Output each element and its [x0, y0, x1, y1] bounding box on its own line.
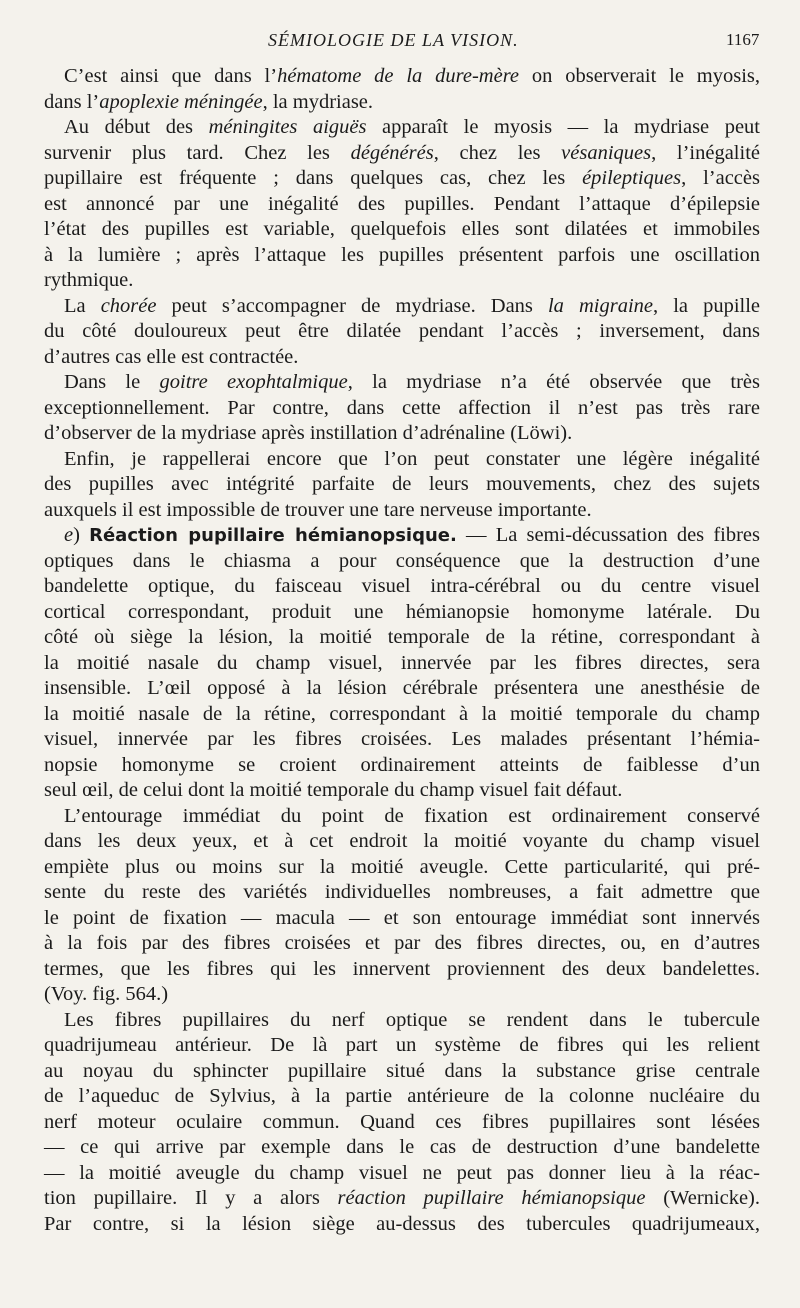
text-line — [44, 319, 760, 345]
text-line — [44, 1186, 760, 1212]
text-line — [44, 115, 760, 141]
text-segment: d’observer de la mydriase après instillation d’adrénaline (Löwi). — [44, 422, 573, 444]
text-line — [44, 294, 760, 320]
text-line — [44, 651, 760, 677]
text-segment: — La semi-décussation des fibres — [456, 524, 761, 546]
text-segment: le point de fixation — macula — et son entourage immédiat sont innervés — [44, 906, 760, 929]
text-line — [44, 141, 760, 167]
text-segment: optiques dans le chiasma a pour conséquence que la destruction d’une — [44, 549, 760, 572]
text-segment: Enfin, je rappellerai encore que l’on peut constater une légère inégalité — [64, 447, 760, 470]
text-line — [44, 1110, 760, 1136]
text-line — [44, 1033, 760, 1059]
text-line — [44, 1161, 760, 1187]
text-segment: à la lumière ; après l’attaque les pupilles présentent parfois une oscillation — [44, 243, 760, 266]
text-segment: côté où siège la lésion, la moitié temporale de la rétine, correspondant à — [44, 626, 760, 648]
italic-text: dégénérés — [350, 141, 434, 164]
text-segment: on observerait le myosis, — [519, 65, 760, 87]
text-segment: survenir plus tard. Chez les — [44, 141, 351, 164]
text-segment: dans les deux yeux, et à cet endroit la moitié voyante du champ visuel — [44, 830, 760, 852]
text-segment: L’entourage immédiat du point de fixation est ordinairement conservé — [64, 804, 760, 827]
text-segment: quadrijumeau antérieur. De là part un système de fibres qui les relient — [44, 1034, 760, 1056]
text-segment: empiète plus ou moins sur la moitié aveugle. Cette particularité, qui pré- — [44, 855, 760, 878]
text-segment: , la mydriase n’a été observée que très — [347, 371, 760, 393]
text-line — [44, 804, 760, 830]
text-line — [44, 1135, 760, 1161]
italic-text: goitre exophtalmique — [159, 371, 348, 393]
italic-text: apoplexie méningée — [99, 90, 263, 113]
text-line — [44, 778, 760, 804]
text-segment: , la mydriase. — [262, 90, 374, 113]
text-segment: la moitié nasale du champ visuel, innervée par les fibres directes, sera — [44, 651, 760, 674]
text-segment: C’est ainsi que dans l’ — [64, 65, 278, 87]
text-segment: bandelette optique, du faisceau visuel intra-cérébral ou du centre visuel — [44, 575, 760, 597]
text-line — [44, 523, 760, 549]
italic-text: épileptiques — [582, 167, 682, 189]
text-line — [44, 217, 760, 243]
italic-text: la migraine — [547, 294, 654, 317]
text-line — [44, 676, 760, 702]
text-line — [44, 345, 760, 371]
text-segment: nerf moteur oculaire commun. Quand ces fibres pupillaires sont lésées — [44, 1110, 760, 1133]
text-segment: nopsie homonyme se croient ordinairement atteints de faiblesse d’un — [44, 753, 760, 776]
text-segment: la moitié nasale de la rétine, correspondant à la moitié temporale du champ — [44, 702, 760, 725]
running-title: SÉMIOLOGIE DE LA VISION. — [268, 30, 519, 50]
text-line — [44, 727, 760, 753]
text-segment: rythmique. — [44, 269, 134, 291]
text-segment: — la moitié aveugle du champ visuel ne peut pas donner lieu à la réac- — [44, 1161, 760, 1184]
text-line — [44, 549, 760, 575]
italic-text: réaction pupillaire hémianopsique — [337, 1187, 646, 1209]
text-line — [44, 931, 760, 957]
text-segment: La — [64, 294, 101, 317]
text-segment: du côté douloureux peut être dilatée pendant l’accès ; inversement, dans — [44, 320, 760, 342]
text-line — [44, 600, 760, 626]
text-line — [44, 421, 760, 447]
text-line — [44, 64, 760, 90]
text-segment: termes, que les fibres qui les innervent proviennent des deux bandelettes. — [44, 957, 760, 980]
text-segment: pupillaire est fréquente ; dans quelques cas, chez les — [44, 167, 583, 189]
text-segment: cortical correspondant, produit une hémianopsie homonyme latérale. Du — [44, 600, 760, 623]
text-segment: , la pupille — [653, 294, 760, 317]
text-line — [44, 753, 760, 779]
text-segment: Au début des — [64, 116, 209, 138]
italic-text: e — [64, 524, 74, 546]
text-segment: (Wernicke). — [645, 1187, 760, 1209]
text-line — [44, 498, 760, 524]
text-segment: peut s’accompagner de mydriase. Dans — [156, 294, 548, 317]
text-line — [44, 880, 760, 906]
text-segment: dans l’ — [44, 90, 100, 113]
text-segment: de l’aqueduc de Sylvius, à la partie antérieure de la colonne nucléaire du — [44, 1085, 760, 1107]
text-line — [44, 625, 760, 651]
text-line — [44, 1008, 760, 1034]
text-line — [44, 472, 760, 498]
text-segment: seul œil, de celui dont la moitié temporale du champ visuel fait défaut. — [44, 779, 623, 801]
section-heading: Réaction pupillaire hémianopsique. — [89, 525, 457, 546]
text-line — [44, 906, 760, 932]
text-segment: , l’accès — [681, 167, 760, 189]
text-segment: à la fois par des fibres croisées et par des fibres directes, ou, en d’autres — [44, 932, 760, 954]
text-segment: exceptionnellement. Par contre, dans cette affection il n’est pas très rare — [44, 396, 760, 419]
text-segment: Les fibres pupillaires du nerf optique se rendent dans le tubercule — [64, 1008, 760, 1031]
text-line — [44, 829, 760, 855]
text-line — [44, 702, 760, 728]
text-segment: sente du reste des variétés individuelles nombreuses, a fait admettre que — [44, 881, 760, 903]
text-segment: visuel, innervée par les fibres croisées. Les malades présentant l’hémia- — [44, 728, 760, 750]
text-line — [44, 957, 760, 983]
text-segment: , l’inégalité — [651, 141, 760, 164]
text-segment: apparaît le myosis — la mydriase peut — [366, 116, 761, 138]
running-head — [0, 30, 800, 54]
text-segment: , chez les — [433, 141, 562, 164]
text-segment: l’état des pupilles est variable, quelquefois elles sont dilatées et immobiles — [44, 218, 760, 240]
text-segment: insensible. L’œil opposé à la lésion cérébrale présentera une anesthésie de — [44, 677, 760, 699]
text-segment: (Voy. fig. 564.) — [44, 983, 169, 1005]
text-segment: d’autres cas elle est contractée. — [44, 345, 299, 368]
text-line — [44, 982, 760, 1008]
text-line — [44, 396, 760, 422]
text-segment: — ce qui arrive par exemple dans le cas de destruction d’une bandelette — [44, 1136, 760, 1158]
page-number: 1167 — [726, 30, 760, 49]
text-segment: des pupilles avec intégrité parfaite de leurs mouvements, chez des sujets — [44, 473, 760, 495]
text-line — [44, 447, 760, 473]
text-line — [44, 268, 760, 294]
text-segment: est annoncé par une inégalité des pupilles. Pendant l’attaque d’épilepsie — [44, 192, 760, 215]
text-segment: ) — [73, 524, 90, 546]
text-segment: Dans le — [64, 371, 160, 393]
text-segment: au noyau du sphincter pupillaire situé dans la substance grise centrale — [44, 1059, 760, 1082]
text-line — [44, 1212, 760, 1238]
text-line — [44, 90, 760, 116]
text-line — [44, 192, 760, 218]
text-line — [44, 1084, 760, 1110]
text-segment: Par contre, si la lésion siège au-dessus des tubercules quadrijumeaux, — [44, 1212, 760, 1235]
italic-text: chorée — [100, 294, 157, 317]
text-line — [44, 574, 760, 600]
italic-text: hématome de la dure-mère — [277, 65, 520, 87]
text-line — [44, 855, 760, 881]
italic-text: méningites aiguës — [208, 116, 367, 138]
text-segment: tion pupillaire. Il y a alors — [44, 1187, 338, 1209]
text-line — [44, 243, 760, 269]
italic-text: vésaniques — [561, 141, 652, 164]
body-text — [44, 64, 760, 1237]
text-segment: auxquels il est impossible de trouver une tare nerveuse importante. — [44, 498, 592, 521]
text-line — [44, 1059, 760, 1085]
text-line — [44, 166, 760, 192]
text-line — [44, 370, 760, 396]
